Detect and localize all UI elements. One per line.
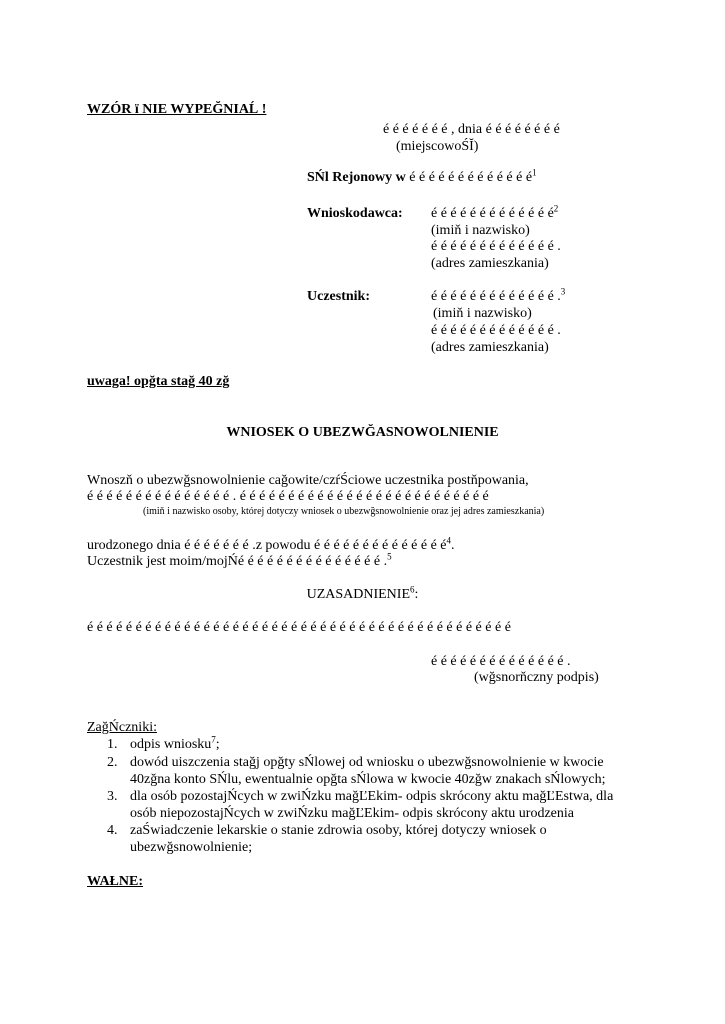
attachment-1-tail: ; bbox=[215, 737, 220, 752]
attachments-title: ZağŃczniki: bbox=[87, 720, 157, 735]
participant-name-caption: (imiň i nazwisko) bbox=[433, 306, 532, 321]
important-label: WAŁNE: bbox=[87, 874, 144, 889]
footnote-1: 1 bbox=[532, 167, 537, 178]
signature-dots: é é é é é é é é é é é é é é . bbox=[431, 654, 571, 669]
date-line: é é é é é é é , dnia é é é é é é é é bbox=[383, 122, 560, 137]
footnote-2: 2 bbox=[553, 203, 559, 214]
court-line bbox=[307, 169, 537, 186]
court-label: SŃl Rejonowy w bbox=[307, 170, 406, 185]
participant-dots: é é é é é é é é é é é é é . bbox=[431, 289, 561, 304]
document-title: WNIOSEK O UBEZWĞASNOWOLNIENIE bbox=[226, 425, 499, 440]
participant-dots-line bbox=[431, 288, 565, 305]
applicant-name-caption: (imiň i nazwisko) bbox=[431, 223, 530, 238]
attachment-3-num: 3. bbox=[107, 789, 118, 804]
applicant-label: Wnioskodawca: bbox=[307, 206, 403, 221]
attachment-2-line-2: 40zğna konto SŃlu, ewentualnie opğta sŃlowa w kwocie 40zğw znakach sŃlowych; bbox=[130, 772, 606, 787]
attachment-4-line-2: ubezwğsnowolnienie; bbox=[130, 840, 253, 855]
footnote-3: 3 bbox=[560, 286, 566, 297]
applicant-dots-line bbox=[431, 205, 558, 222]
applicant-dots: é é é é é é é é é é é é é bbox=[431, 206, 554, 221]
footnote-6: 6 bbox=[410, 584, 415, 595]
fee-note: uwaga! opğta stağ 40 zğ bbox=[87, 374, 230, 389]
attachment-3-line-1: dla osób pozostajŃcych w zwiŃzku mağĽEkim- odpis skrócony aktu mağĽEstwa, dla bbox=[130, 789, 614, 804]
justification-colon: : bbox=[414, 587, 419, 602]
attachment-4-line-1: zaŚwiadczenie lekarskie o stanie zdrowia osoby, której dotyczy wniosek o bbox=[130, 823, 547, 838]
participant-address-caption: (adres zamieszkania) bbox=[431, 340, 549, 355]
attachment-3-line-2: osób niepozostajŃcych w zwiŃzku mağĽEkim- odpis skrócony aktu urodzenia bbox=[130, 806, 575, 821]
justification-title: UZASADNIENIE bbox=[306, 587, 411, 602]
attachment-2-num: 2. bbox=[107, 755, 118, 770]
attachment-2-line-1: dowód uiszczenia stağj opğty sŃlowej od wniosku o ubezwğsnowolnienie w kwocie bbox=[130, 755, 604, 770]
birth-text: urodzonego dnia é é é é é é é .z powodu é é é é é é é é é é é é é é bbox=[87, 538, 447, 553]
applicant-address-caption: (adres zamieszkania) bbox=[431, 256, 549, 271]
footnote-5: 5 bbox=[387, 551, 392, 562]
place-caption: (miejscowoŚĬ) bbox=[396, 139, 479, 154]
relation-line bbox=[87, 553, 392, 570]
court-dots: é é é é é é é é é é é é é bbox=[409, 170, 533, 185]
attachment-4-num: 4. bbox=[107, 823, 118, 838]
footnote-7: 7 bbox=[211, 734, 216, 745]
participant-label: Uczestnik: bbox=[307, 289, 370, 304]
attachment-1-line: odpis wniosku bbox=[130, 737, 212, 752]
template-warning: WZÓR ï NIE WYPEĞNIAĹ ! bbox=[87, 102, 267, 117]
body-line-1: Wnoszň o ubezwğsnowolnienie cağowite/czŕŚciowe uczestnika postňpowania, bbox=[87, 473, 529, 488]
attachment-1-text bbox=[130, 736, 220, 753]
justification-dots: é é é é é é é é é é é é é é é é é é é é é é é é é é é é é é é é é é é é é é é é é é é é bbox=[87, 620, 511, 635]
signature-caption: (wğsnorňczny podpis) bbox=[474, 670, 599, 685]
relation-text: Uczestnik jest moim/mojŃé é é é é é é é é é é é é é é . bbox=[87, 554, 388, 569]
participant-address-dots: é é é é é é é é é é é é é . bbox=[431, 323, 561, 338]
birth-line bbox=[87, 537, 455, 554]
birth-end: . bbox=[451, 538, 455, 553]
footnote-4: 4 bbox=[446, 535, 452, 546]
body-caption: (imiň i nazwisko osoby, której dotyczy wniosek o ubezwğsnowolnienie oraz jej adres zamieszkania) bbox=[143, 506, 545, 517]
justification-title-line bbox=[0, 586, 725, 603]
body-line-2: é é é é é é é é é é é é é é é . é é é é é é é é é é é é é é é é é é é é é é é é é é bbox=[87, 489, 489, 504]
attachment-1-num: 1. bbox=[107, 737, 118, 752]
applicant-address-dots: é é é é é é é é é é é é é . bbox=[431, 239, 561, 254]
